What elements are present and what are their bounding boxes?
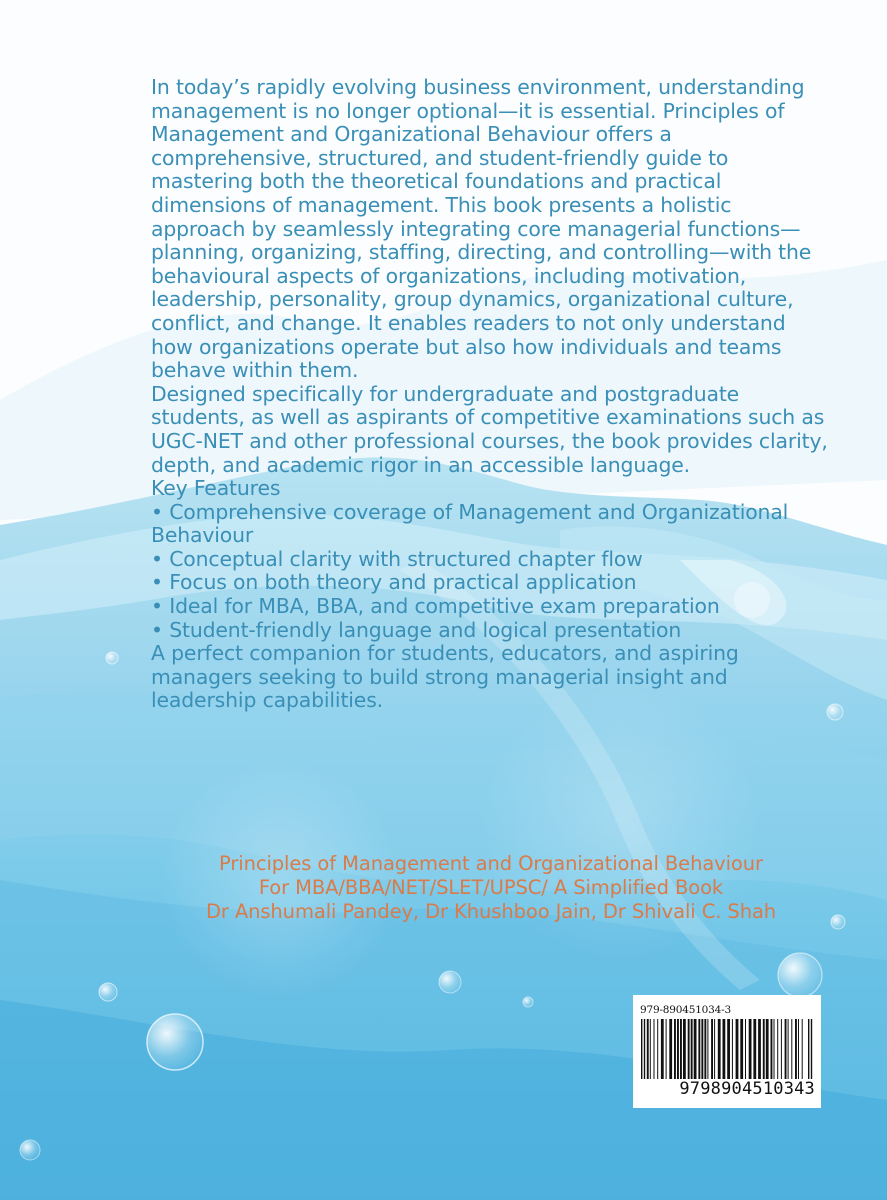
list-item: • Comprehensive coverage of Management and Organizational Behaviour (151, 499, 789, 548)
barcode-bar (661, 1019, 664, 1079)
barcode-bar (791, 1019, 792, 1079)
blurb-paragraph-audience: Designed specifically for undergraduate and postgraduate students, as well as aspirants of competitive examinations such as UGC-NET and other professional courses, the book provides clarity, depth, and academic rigor in an accessible language. (151, 381, 828, 477)
barcode-bar (749, 1019, 752, 1079)
barcode-bar (745, 1019, 746, 1079)
barcode-bar (698, 1019, 700, 1079)
barcode-bar (777, 1019, 778, 1079)
barcode-bar (691, 1019, 693, 1079)
book-info (151, 852, 831, 924)
barcode-bar (781, 1019, 782, 1079)
barcode-bar (788, 1019, 789, 1079)
barcode-bar (711, 1019, 713, 1079)
barcode-bar (680, 1019, 682, 1079)
barcode-bar (740, 1019, 743, 1079)
book-subtitle: For MBA/BBA/NET/SLET/UPSC/ A Simplified Book (258, 876, 724, 899)
barcode-bar (704, 1019, 706, 1079)
book-authors: Dr Anshumali Pandey, Dr Khushboo Jain, Dr Shivali C. Shah (205, 900, 777, 923)
barcode-bar (677, 1019, 679, 1079)
barcode-bar (654, 1019, 655, 1079)
list-item: • Ideal for MBA, BBA, and competitive exam preparation (151, 594, 720, 619)
list-item: • Conceptual clarity with structured chapter flow (151, 546, 643, 571)
barcode-bar (650, 1019, 651, 1079)
barcode-bar (674, 1019, 676, 1079)
barcode-bar (785, 1019, 787, 1079)
barcode-bar (707, 1019, 708, 1079)
isbn-barcode (633, 995, 821, 1108)
key-features-heading: Key Features (151, 476, 281, 501)
barcode-bar (771, 1019, 773, 1079)
blurb-paragraph-intro: In today’s rapidly evolving business environment, understanding management is no longer optional—it is essential. Principles of Management and Organizational Behaviour offers a comprehensive, structured, and student-friendly guide to mastering both the theoretical foundations and practical dimensions of management. This book presents a holistic approach by seamlessly integrating core managerial functions—planning, organizing, staffing, directing, and controlling—with the behavioural aspects of organizations, including motivation, leadership, personality, group dynamics, organizational culture, conflict, and change. It enables readers to not only understand how organizations operate but also how individuals and teams behave within them. (151, 75, 812, 383)
barcode-bar (774, 1019, 775, 1079)
barcode-bar (795, 1019, 797, 1079)
barcode-bar (732, 1019, 733, 1079)
barcode-digits: 9798904510343 (641, 1079, 815, 1099)
barcode-bar (802, 1019, 803, 1079)
barcode-bar (766, 1019, 769, 1079)
barcode-bar (736, 1019, 739, 1079)
list-item: • Student-friendly language and logical presentation (151, 617, 682, 642)
barcode-bar (763, 1019, 765, 1079)
barcode-bar (694, 1019, 697, 1079)
barcode-bar (798, 1019, 799, 1079)
barcode-bar (683, 1019, 686, 1079)
barcode-bar (666, 1019, 667, 1079)
back-cover-blurb (151, 76, 831, 713)
barcode-bar (714, 1019, 715, 1079)
barcode-bar (758, 1019, 761, 1079)
isbn-label: 979-890451034-3 (640, 1004, 731, 1016)
barcode-bar (701, 1019, 703, 1079)
barcode-bar (688, 1019, 690, 1079)
barcode-bar (718, 1019, 721, 1079)
key-features-list (151, 501, 831, 643)
barcode-bar (647, 1019, 649, 1079)
blurb-closing: A perfect companion for students, educators, and aspiring managers seeking to build strong managerial insight and leadership capabilities. (151, 641, 739, 713)
barcode-bar (657, 1019, 658, 1079)
barcode-bar (723, 1019, 726, 1079)
list-item: • Focus on both theory and practical application (151, 570, 637, 595)
book-title: Principles of Management and Organizational Behaviour (219, 852, 763, 875)
barcode-bar (753, 1019, 756, 1079)
barcode-bar (669, 1019, 672, 1079)
